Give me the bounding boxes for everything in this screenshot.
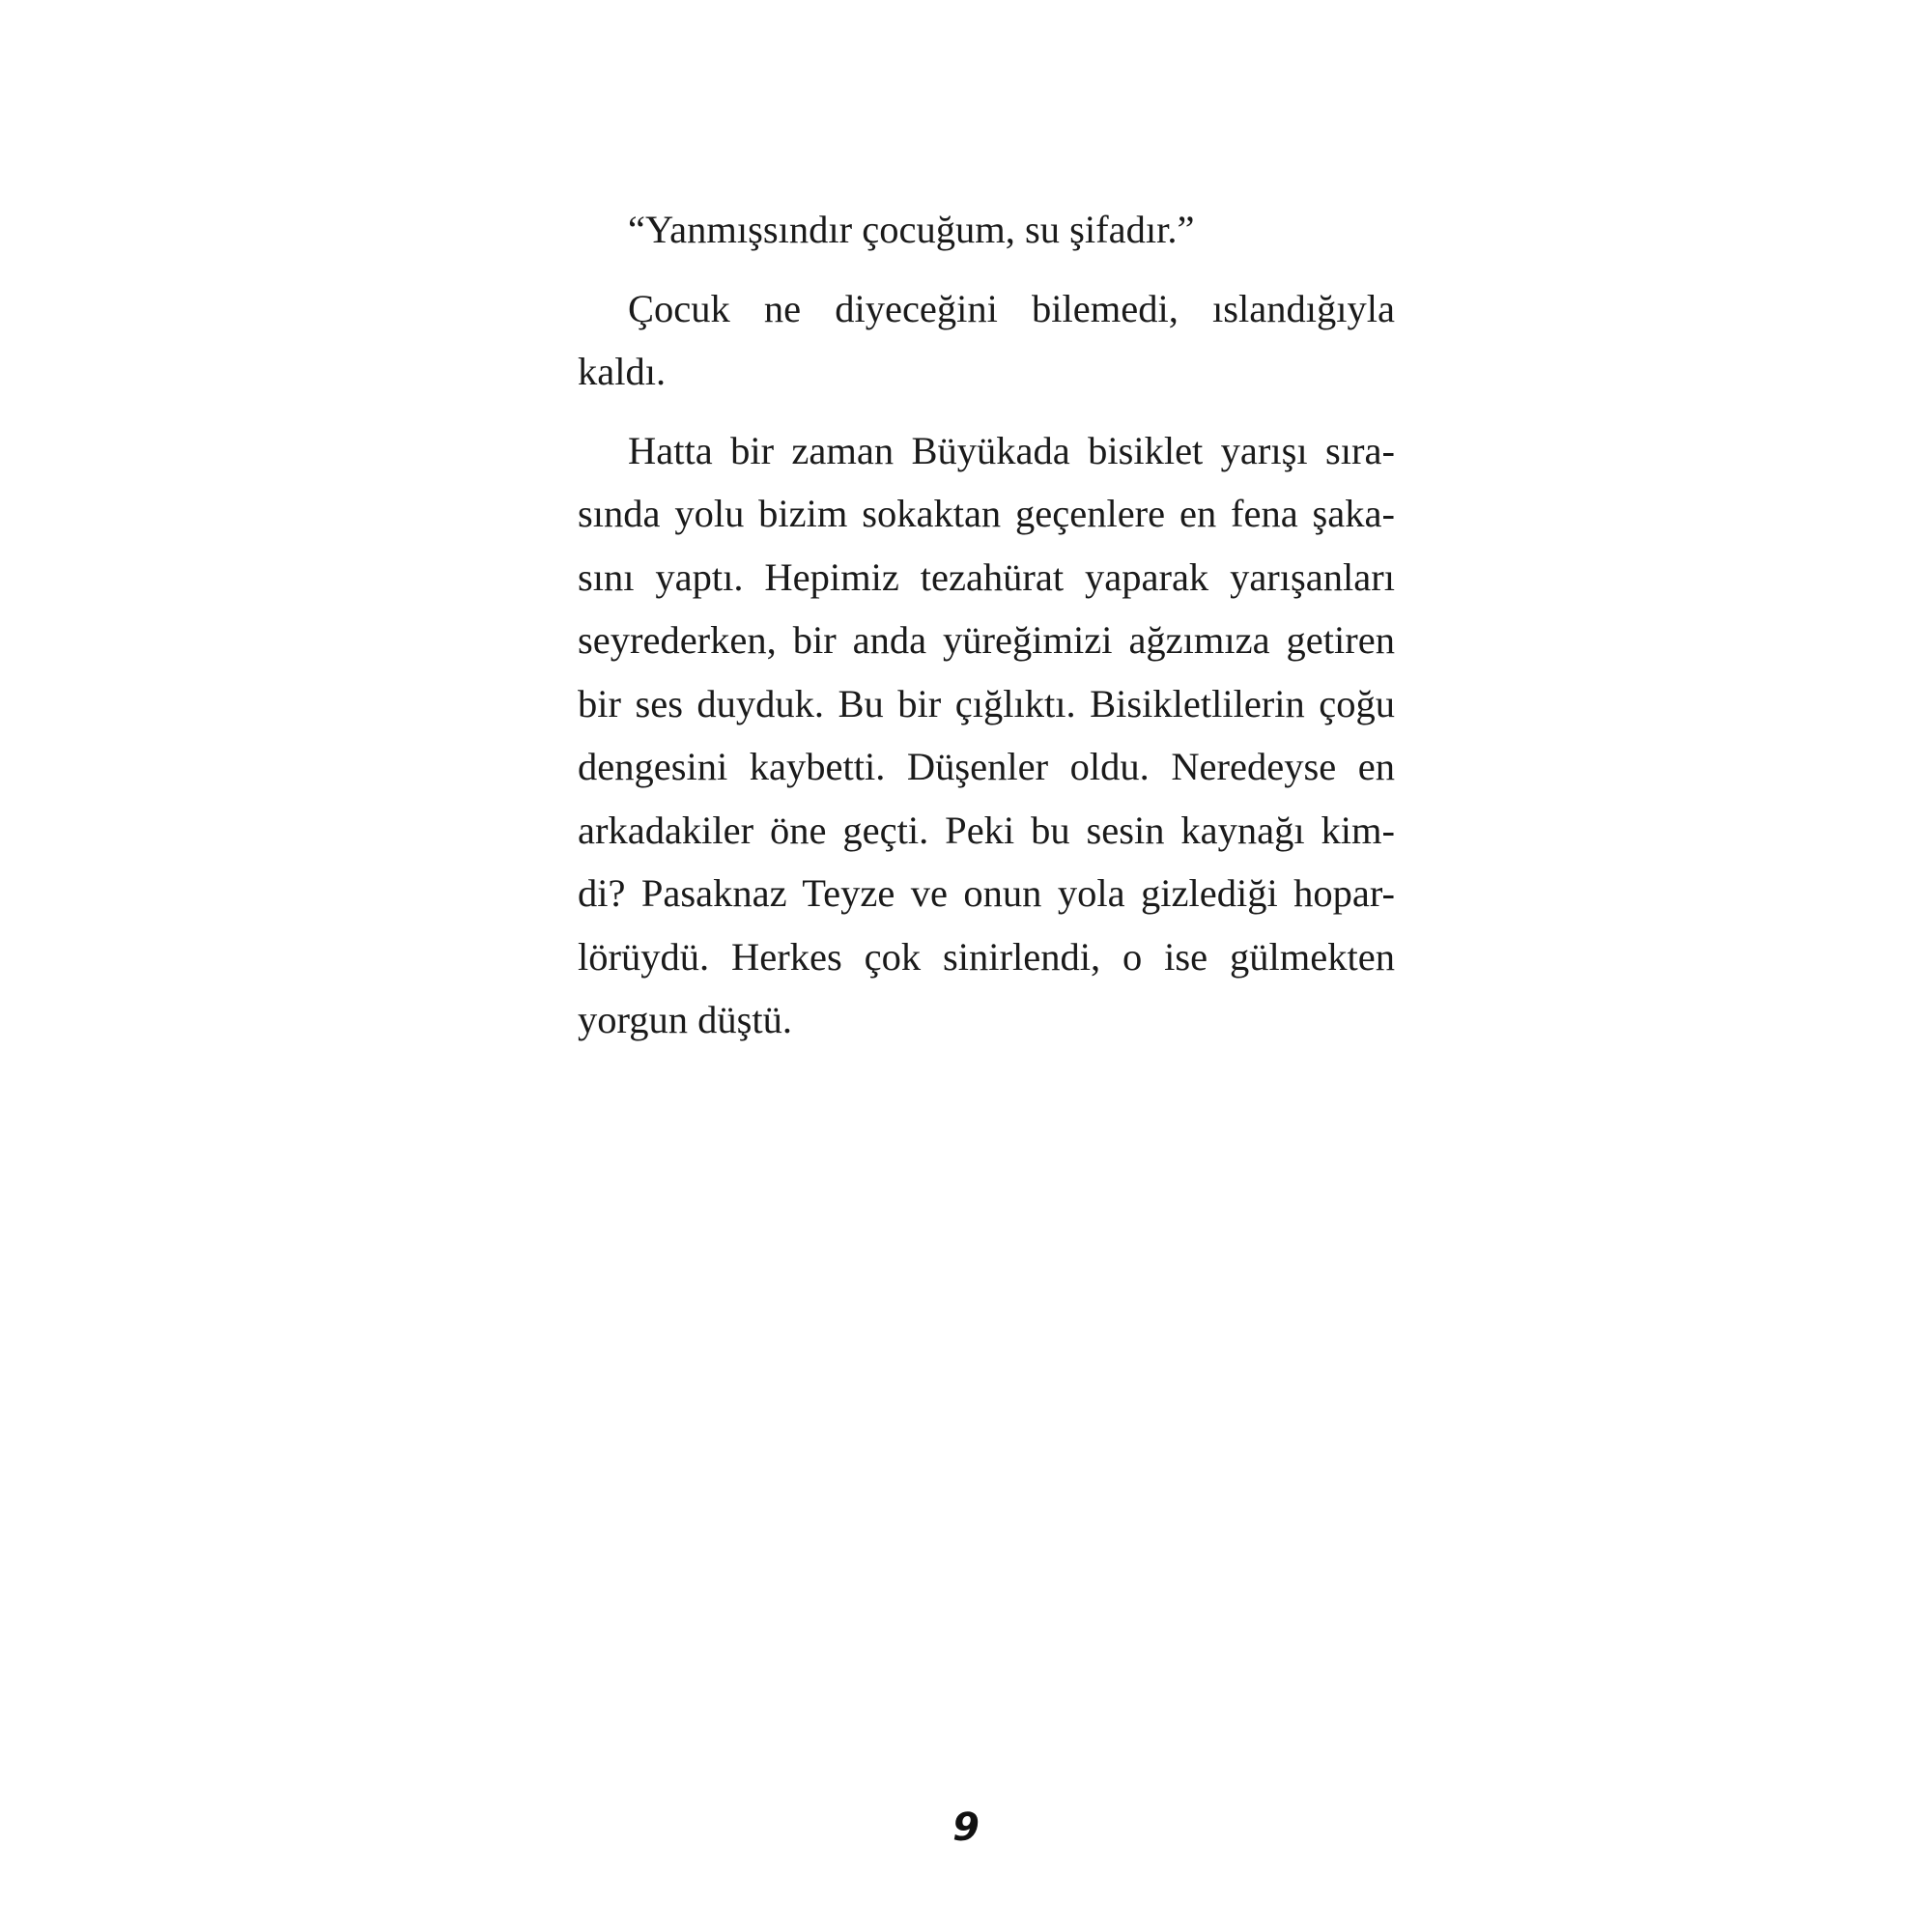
body-text bbox=[578, 198, 1395, 1052]
paragraph-2-line-1: Çocuk ne diyeceğini bilemedi, ıslandığıyla bbox=[628, 286, 1395, 330]
paragraph-3-line-7: arkadakiler öne geçti. Peki bu sesin kaynağı kim- bbox=[578, 808, 1395, 852]
paragraph-2-line-2: kaldı. bbox=[578, 350, 667, 393]
paragraph-1-line-1: “Yanmışsındır çocuğum, su şifadır.” bbox=[628, 208, 1195, 251]
paragraph-3-line-3: sını yaptı. Hepimiz tezahürat yaparak yarışanları bbox=[578, 554, 1395, 599]
paragraph-3-line-8: di? Pasaknaz Teyze ve onun yola gizlediği hopar- bbox=[578, 871, 1395, 915]
paragraph-3-line-2: sında yolu bizim sokaktan geçenlere en fena şaka- bbox=[578, 492, 1395, 535]
paragraph-3-line-4: seyrederken, bir anda yüreğimizi ağzımıza getiren bbox=[578, 618, 1395, 662]
paragraph-3-line-5: bir ses duyduk. Bu bir çığlıktı. Bisikletlilerin çoğu bbox=[578, 681, 1395, 725]
paragraph-3-line-6: dengesini kaybetti. Düşenler oldu. Neredeyse en bbox=[578, 745, 1395, 788]
paragraph-3-line-1: Hatta bir zaman Büyükada bisiklet yarışı sıra- bbox=[628, 428, 1395, 472]
paragraph-3-line-10: yorgun düştü. bbox=[578, 998, 793, 1041]
paragraph-3-line-9: lörüydü. Herkes çok sinirlendi, o ise gülmekten bbox=[578, 934, 1395, 979]
page-number: 9 bbox=[952, 1805, 980, 1850]
